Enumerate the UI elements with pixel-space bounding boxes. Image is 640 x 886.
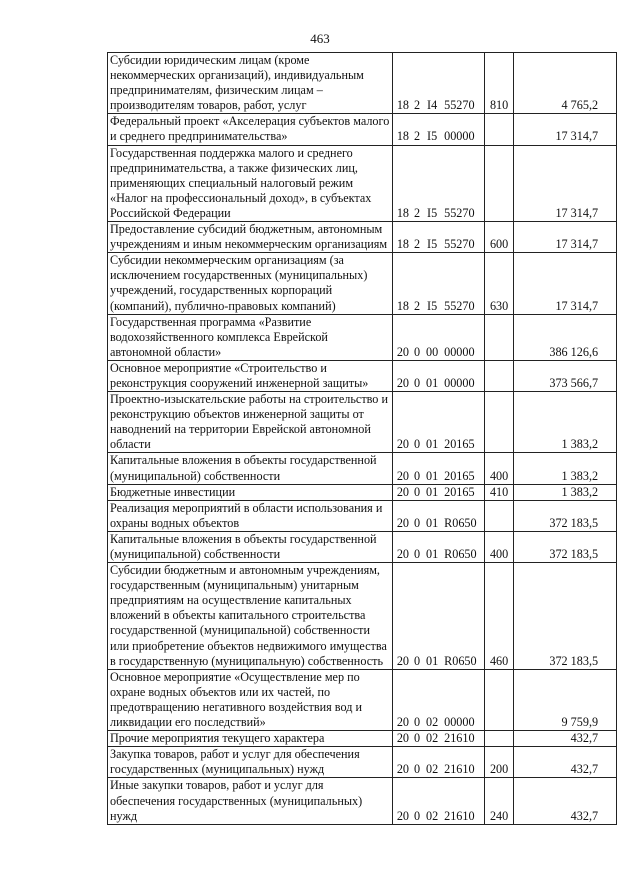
target-code-program: 20	[393, 314, 413, 360]
target-code-event: 01	[422, 453, 442, 484]
budget-table	[107, 52, 617, 825]
page-number: 463	[310, 31, 330, 46]
target-code-program: 20	[393, 563, 413, 670]
target-code-subprogram: 0	[414, 731, 421, 746]
expense-type-code: 400	[485, 531, 514, 562]
expense-item-name: Реализация мероприятий в области использования и охраны водных объектов	[108, 500, 393, 531]
target-code-program: 20	[393, 453, 413, 484]
target-code-event: 01	[422, 531, 442, 562]
expense-type-code: 460	[485, 563, 514, 670]
target-code-event: I4	[422, 53, 442, 114]
table-row	[108, 531, 617, 562]
amount-value: 17 314,7	[514, 222, 617, 253]
target-code-program: 20	[393, 360, 413, 391]
target-code-subprogram: 0	[412, 360, 422, 391]
expense-type-code	[485, 114, 514, 145]
target-code-direction: 00000	[442, 314, 485, 360]
expense-item-name: Основное мероприятие «Осуществление мер по охране водных объектов или их частей, по предотвращению негативного воздействия вод и ликвидации его последствий»	[108, 669, 393, 730]
target-code-subprogram: 0	[412, 314, 422, 360]
expense-type-code: 810	[485, 53, 514, 114]
target-code-subprogram: 2	[412, 253, 422, 314]
table-row	[108, 563, 617, 670]
expense-item-name: Бюджетные инвестиции	[108, 484, 393, 500]
target-code-program: 20	[393, 747, 413, 778]
expense-type-code	[485, 145, 514, 221]
target-code-program: 20	[393, 484, 413, 500]
target-code-event: 01	[422, 360, 442, 391]
table-row	[108, 360, 617, 391]
amount-value: 372 183,5	[514, 500, 617, 531]
expense-item-name: Проектно-изыскательские работы на строительство и реконструкцию объектов инженерной защиты от наводнений на территории Еврейской автономной области	[108, 392, 393, 453]
table-row	[108, 500, 617, 531]
expense-item-name: Прочие мероприятия текущего характера	[108, 731, 393, 747]
expense-item-name: Государственная программа «Развитие водохозяйственного комплекса Еврейской автономной области»	[108, 314, 393, 360]
amount-value: 17 314,7	[514, 114, 617, 145]
target-code-subprogram: 0	[412, 563, 422, 670]
target-code-direction: 00000	[442, 360, 485, 391]
target-code-event: 00	[422, 314, 442, 360]
target-code-direction: 55270	[442, 253, 485, 314]
target-code-program: 18	[393, 222, 413, 253]
target-code-subprogram: 2	[412, 222, 422, 253]
target-code-program: 20	[393, 778, 413, 824]
target-code-subprogram: 0	[412, 778, 422, 824]
amount-value: 17 314,7	[514, 253, 617, 314]
expense-item-name: Федеральный проект «Акселерация субъектов малого и среднего предпринимательства»	[108, 114, 393, 145]
target-code-direction: 21610	[442, 747, 485, 778]
table-row	[108, 731, 617, 747]
amount-value: 372 183,5	[514, 563, 617, 670]
table-row	[108, 669, 617, 730]
expense-item-name: Основное мероприятие «Строительство и реконструкция сооружений инженерной защиты»	[108, 360, 393, 391]
target-code-event: 01	[422, 563, 442, 670]
target-code-event: 01	[422, 500, 442, 531]
table-row	[108, 114, 617, 145]
table-row	[108, 145, 617, 221]
target-code-program: 20	[393, 500, 413, 531]
expense-item-name: Капитальные вложения в объекты государственной (муниципальной) собственности	[108, 531, 393, 562]
expense-type-code	[485, 731, 514, 747]
target-code-direction: 55270	[442, 145, 485, 221]
table-row	[108, 453, 617, 484]
expense-type-code	[485, 314, 514, 360]
target-code-event: 02	[422, 778, 442, 824]
expense-type-code: 630	[485, 253, 514, 314]
target-code-direction: 21610	[442, 731, 485, 747]
target-code-program: 18	[393, 145, 413, 221]
amount-value: 372 183,5	[514, 531, 617, 562]
expense-type-code	[485, 392, 514, 453]
table-row	[108, 314, 617, 360]
expense-type-code: 410	[485, 484, 514, 500]
target-code-subprogram: 2	[412, 145, 422, 221]
target-code-direction: R0650	[442, 563, 485, 670]
expense-type-code: 400	[485, 453, 514, 484]
target-code-program: 20	[393, 669, 413, 730]
table-row	[108, 484, 617, 500]
target-code-program: 18	[393, 53, 413, 114]
amount-value: 432,7	[514, 778, 617, 824]
table-row	[108, 392, 617, 453]
target-code-event: 02	[422, 731, 442, 747]
target-code-subprogram: 0	[412, 453, 422, 484]
amount-value: 1 383,2	[514, 453, 617, 484]
target-code-event: I5	[422, 253, 442, 314]
expense-item-name: Закупка товаров, работ и услуг для обеспечения государственных (муниципальных) нужд	[108, 747, 393, 778]
target-code-direction: 21610	[442, 778, 485, 824]
expense-item-name: Субсидии некоммерческим организациям (за исключением государственных (муниципальных) учреждений, государственных корпораций (компаний), публично-правовых компаний)	[108, 253, 393, 314]
target-code-program: 20	[393, 531, 413, 562]
expense-item-name: Капитальные вложения в объекты государственной (муниципальной) собственности	[108, 453, 393, 484]
target-code-event: 02	[422, 669, 442, 730]
expense-type-code	[485, 500, 514, 531]
target-code-subprogram: 0	[414, 484, 421, 499]
target-code-direction: R0650	[442, 500, 485, 531]
target-code-subprogram: 0	[412, 531, 422, 562]
amount-value: 432,7	[514, 731, 617, 747]
expense-item-name: Предоставление субсидий бюджетным, автономным учреждениям и иным некоммерческим организациям	[108, 222, 393, 253]
expense-type-code	[485, 669, 514, 730]
expense-type-code: 240	[485, 778, 514, 824]
target-code-program: 20	[393, 392, 413, 453]
expense-item-name: Субсидии юридическим лицам (кроме некоммерческих организаций), индивидуальным предпринимателям, физическим лицам – производителям товаров, работ, услуг	[108, 53, 393, 114]
target-code-event: 01	[422, 484, 442, 500]
amount-value: 17 314,7	[514, 145, 617, 221]
target-code-subprogram: 0	[412, 392, 422, 453]
target-code-event: I5	[422, 222, 442, 253]
amount-value: 432,7	[514, 747, 617, 778]
target-code-event: 02	[422, 747, 442, 778]
target-code-subprogram: 0	[412, 669, 422, 730]
expense-item-name: Субсидии бюджетным и автономным учреждениям, государственным (муниципальным) унитарным предприятиям на осуществление капитальных вложений в объекты капитального строительства государственной (муниципальной) собственности или приобретение объектов недвижимого имущества в государственную (муниципальную) собственность	[108, 563, 393, 670]
expense-type-code: 600	[485, 222, 514, 253]
target-code-subprogram: 0	[412, 747, 422, 778]
target-code-event: I5	[422, 145, 442, 221]
target-code-direction: 20165	[442, 484, 485, 500]
target-code-direction: 00000	[442, 669, 485, 730]
target-code-subprogram: 2	[412, 114, 422, 145]
amount-value: 4 765,2	[514, 53, 617, 114]
target-code-program: 18	[393, 114, 413, 145]
target-code-direction: 20165	[442, 453, 485, 484]
amount-value: 386 126,6	[514, 314, 617, 360]
table-row	[108, 253, 617, 314]
target-code-event: 01	[422, 392, 442, 453]
table-row	[108, 747, 617, 778]
amount-value: 1 383,2	[514, 484, 617, 500]
expense-type-code	[485, 360, 514, 391]
expense-type-code: 200	[485, 747, 514, 778]
target-code-subprogram: 2	[412, 53, 422, 114]
amount-value: 373 566,7	[514, 360, 617, 391]
expense-item-name: Государственная поддержка малого и среднего предпринимательства, а также физических лиц, применяющих специальный налоговый режим «Налог на профессиональный доход», в субъектах Российской Федерации	[108, 145, 393, 221]
target-code-program: 18	[393, 253, 413, 314]
target-code-direction: R0650	[442, 531, 485, 562]
target-code-program: 20	[393, 731, 413, 747]
expense-item-name: Иные закупки товаров, работ и услуг для обеспечения государственных (муниципальных) нужд	[108, 778, 393, 824]
target-code-direction: 20165	[442, 392, 485, 453]
table-row	[108, 778, 617, 824]
amount-value: 1 383,2	[514, 392, 617, 453]
amount-value: 9 759,9	[514, 669, 617, 730]
target-code-event: I5	[422, 114, 442, 145]
target-code-direction: 55270	[442, 53, 485, 114]
table-row	[108, 222, 617, 253]
target-code-subprogram: 0	[412, 500, 422, 531]
target-code-direction: 55270	[442, 222, 485, 253]
target-code-direction: 00000	[442, 114, 485, 145]
table-row	[108, 53, 617, 114]
budget-table-body	[108, 53, 617, 825]
